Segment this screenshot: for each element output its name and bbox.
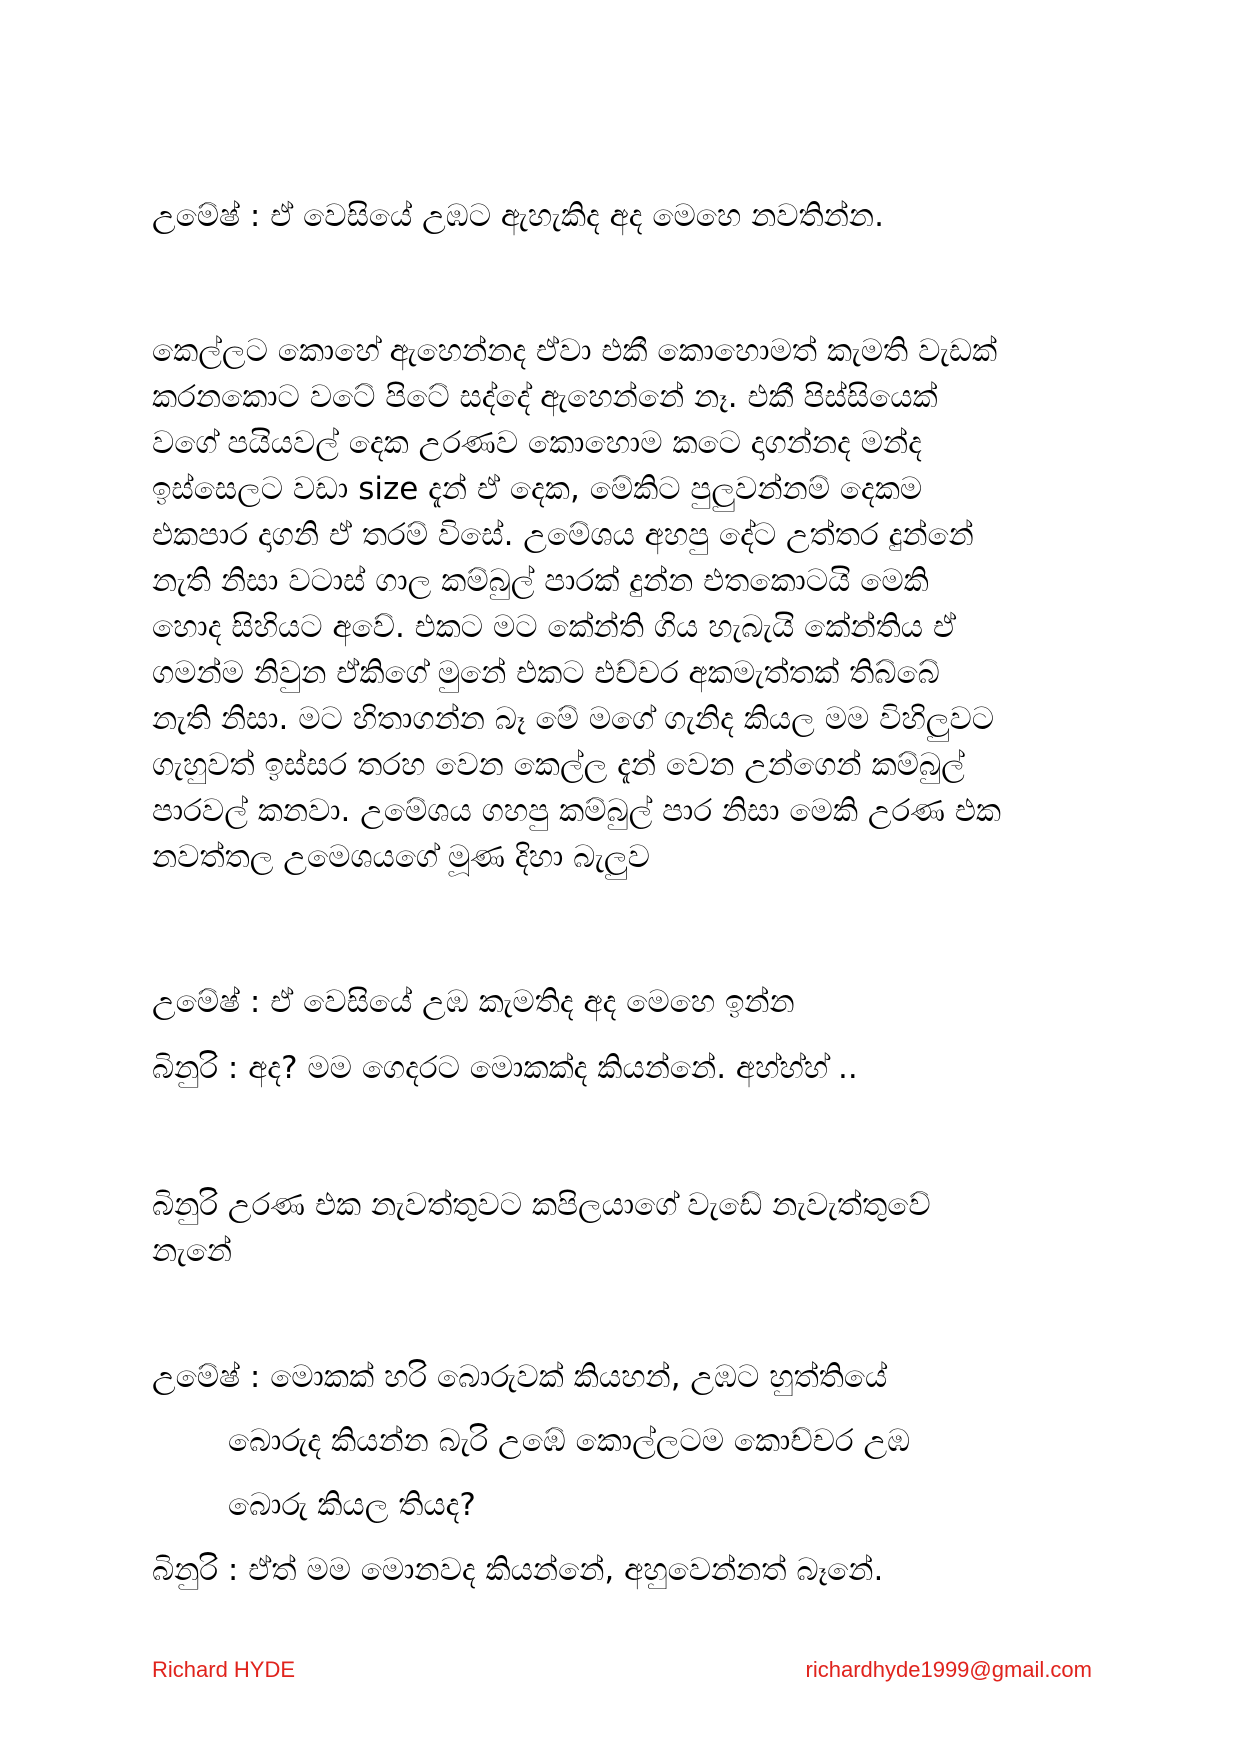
paragraph-line: නැති නිසා වටාස් ගාල කම්බුල් පාරක් දුන්න එතකොටයි මෙකි [152, 563, 929, 599]
dialogue-line-binuri-2: බිනුරි : ඒත් මම මොනවද කියන්නේ, අහුවෙන්නත් බෑනේ. [152, 1552, 884, 1588]
dialogue-line-binuri-1: බිනුරි : අද? මම ගෙදරට මොකක්ද කියන්නේ. අහ්හ්හ් .. [152, 1050, 858, 1086]
paragraph-line: ගමන්ම නිවුන ඒකිගේ මුනේ එකට එච්චර අකමැත්තක් තිබ්බේ [152, 655, 940, 691]
paragraph-line: කරනකොට වටේ පිටේ සද්දේ ඇහෙන්නේ නෑ. එකී පිස්සියෙක් [152, 379, 938, 415]
paragraph-line: ගැහුවත් ඉස්සර තරහ වෙන කෙල්ල දැන් වෙන උන්ගෙන් කම්බුල් [152, 747, 965, 783]
footer-author: Richard HYDE [152, 1657, 296, 1682]
dialogue-line-umesh-3-continued: බොරුද කියන්න බැරි උඹේ කොල්ලටම කොච්චර උඹ [228, 1423, 911, 1459]
paragraph-line: හොද සිහියට අවේ. එකට මට කේන්ති ගිය හැබැයි කේන්තිය ඒ [152, 609, 957, 645]
paragraph-line: නවත්තල උමෙශයගේ මූණ දිහා බැලුව [152, 839, 650, 875]
dialogue-line-umesh-2: උමේෂ් : ඒ වෙසියේ උඹ කැමතිද අද මෙහෙ ඉන්න [152, 984, 795, 1020]
paragraph-line: කෙල්ලට කොහේ ඇහෙන්නද ඒවා එකී කොහොමත් කැමති වැඩක් [152, 333, 998, 369]
paragraph-line: පාරවල් කනවා. උමේශය ගහපු කම්බුල් පාර නිසා මෙකි උරණ එක [152, 793, 1002, 829]
paragraph-line: වගේ පයියවල් දෙක උරණව කොහොම කටෙ දාගන්නද මන්ද [152, 425, 922, 461]
paragraph-line: නැති නිසා. මට හිතාගන්න බෑ මේ මගේ ගැනිද කියල මම විහිලුවට [152, 701, 995, 737]
narrative-paragraph-2 [152, 1182, 1092, 1274]
paragraph-line: බිනුරි උරණ එක නැවත්තුවට කපිලයාගේ වැඩේ නැවැත්තුවේ [152, 1187, 931, 1223]
narrative-paragraph-1 [152, 328, 1092, 880]
paragraph-line: එකපාර දාගනි ඒ තරම් විසේ. උමේශය අහපු දේට උත්තර දුන්නේ [152, 517, 974, 553]
dialogue-line-umesh-3: උමේෂ් : මොකක් හරි බොරුවක් කියහන්, උඹට හුත්තියේ [152, 1359, 888, 1395]
paragraph-line: ඉස්සෙලට වඩා size දැන් ඒ දෙක, මේකිට පුලුවන්නම් දෙකම [152, 471, 923, 507]
dialogue-line-umesh-3-continued: බොරු කියල තියද? [228, 1487, 476, 1523]
paragraph-line: නැනේ [152, 1233, 233, 1269]
dialogue-line-umesh-1: උමේෂ් : ඒ වෙසියේ උඹට ඇහැකිද අද මෙහෙ නවතින්න. [152, 198, 884, 234]
footer-email: richardhyde1999@gmail.com [805, 1657, 1092, 1682]
